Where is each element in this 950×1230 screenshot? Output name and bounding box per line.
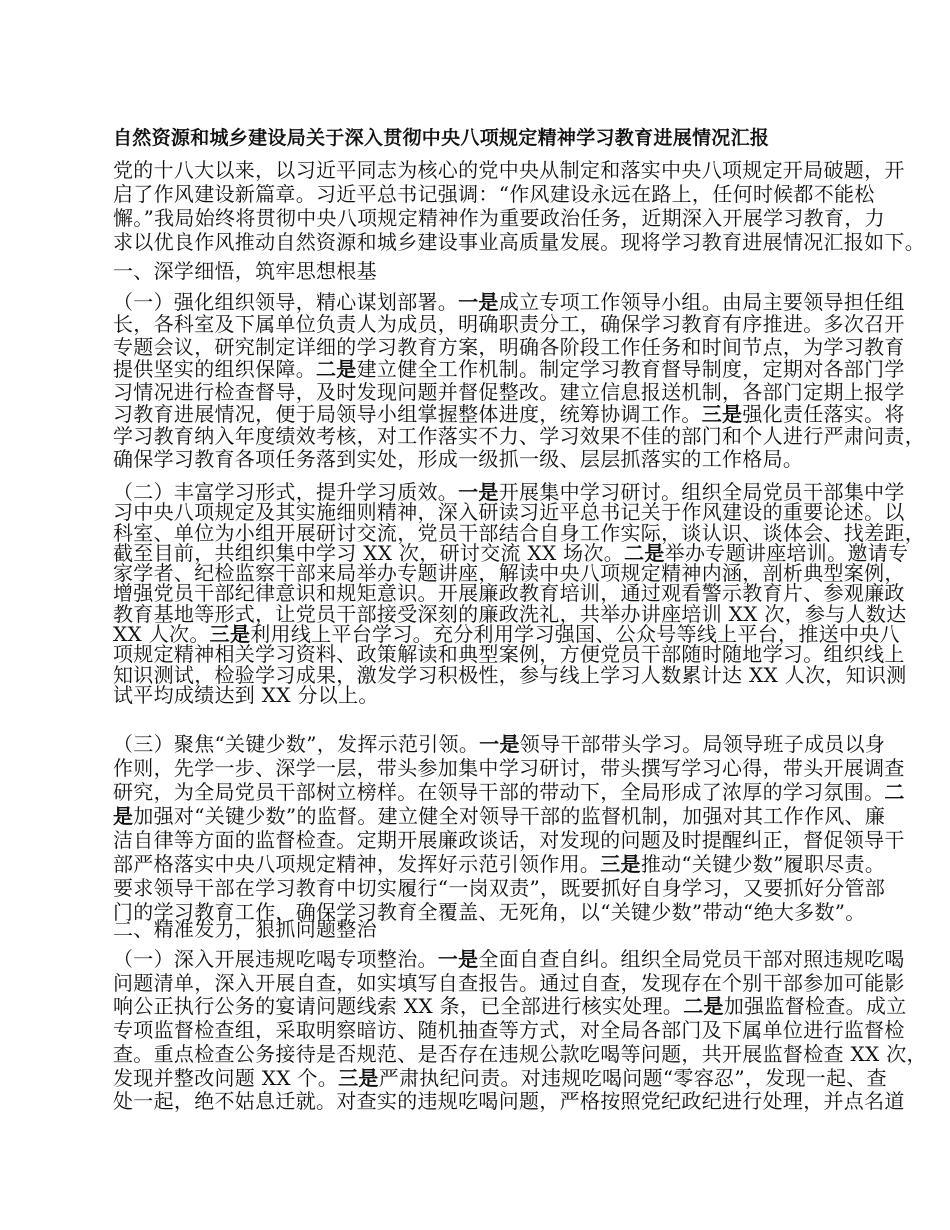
text-line: [113, 642, 925, 667]
text-run: 查。重点检查公务接待是否规范、是否存在违规公款吃喝等问题，共开展监督检查 XX 次，: [113, 1041, 927, 1066]
text-line: [113, 259, 377, 283]
text-run: 开展集中学习研讨。组织全局党员干部集中学: [498, 480, 905, 504]
text-line: [113, 313, 925, 335]
text-line: [113, 336, 925, 358]
text-line: [113, 482, 925, 502]
text-run: 确保学习教育各项任务落到实处，形成一级抓一级、层层抓落实的工作格局。: [113, 446, 804, 471]
paragraph: [113, 482, 925, 705]
text-line: [113, 520, 925, 545]
text-line: [113, 1067, 927, 1091]
text-run: 处一起，绝不姑息迁就。对查实的违规吃喝问题，严格按照党纪政纪进行处理，并点名道: [113, 1089, 905, 1114]
text-line: [113, 948, 927, 972]
text-run: 截至目前，共组织集中学习 XX 次，研讨交流 XX 场次。: [113, 540, 625, 565]
text-run: 家学者、纪检监察干部来局举办专题讲座，解读中央八项规定精神内涵，剖析典型案例，: [113, 561, 905, 586]
text-run: 要求领导干部在学习教育中切实履行“一岗双责”，既要抓好自身学习，又要抓好分管部: [113, 876, 886, 900]
text-run: 党的十八大以来，以习近平同志为核心的党中央从制定和落实中央八项规定开局破题，开: [113, 158, 905, 182]
text-run: 强化责任落实。将: [742, 402, 905, 427]
text-line: [113, 581, 925, 606]
text-run: 长，各科室及下属单位负责人为成员，明确职责分工，确保学习教育有序推进。多次召开: [113, 312, 905, 337]
text-run: 习中央八项规定及其实施细则精神，深入研读习近平总书记关于作风建设的重要论述。以: [113, 500, 905, 525]
text-run: 增强党员干部纪律意识和规矩意识。开展廉政教育培训，通过观看警示教育片、参观廉政: [113, 581, 905, 606]
text-line: [113, 780, 905, 804]
text-run: 专项监督检查组，采取明察暗访、随机抽查等方式，对全局各部门及下属单位进行监督检: [113, 1018, 905, 1043]
text-line: [113, 540, 925, 565]
bold-lead: 三是: [701, 402, 743, 427]
bold-lead: 二是: [316, 357, 357, 382]
text-line: [113, 381, 925, 403]
text-run: 一、深学细悟，筑牢思想根基: [113, 259, 377, 283]
text-run: 习教育进展情况，便于局领导小组掌握整体进度，统筹协调工作。: [113, 402, 702, 427]
text-line: [113, 425, 925, 447]
text-run: 问题清单，深入开展自查，如实填写自查报告。通过自查，发现存在个别干部参加可能影: [113, 970, 905, 995]
text-run: 教育基地等形式，让党员干部接受深刻的廉政洗礼，共举办讲座培训 XX 次，参与人数达: [113, 601, 907, 626]
text-run: 专题会议，研究制定详细的学习教育方案，明确各阶段工作任务和时间节点，为学习教育: [113, 334, 905, 359]
text-line: [113, 622, 925, 647]
text-line: [113, 230, 925, 254]
text-line: [113, 662, 925, 687]
text-line: [113, 358, 925, 380]
text-line: [113, 158, 925, 182]
text-line: [113, 732, 905, 756]
text-run: 研究，为全局党员干部树立榜样。在领导干部的带动下，全局形成了浓厚的学习氛围。: [113, 780, 885, 804]
text-run: 全面自查自纠。组织全局党员干部对照违规吃喝: [478, 947, 905, 971]
text-line: [113, 756, 905, 780]
text-run: （一）深入开展违规吃喝专项整治。: [113, 947, 438, 971]
text-run: 科室、单位为小组开展研讨交流，党员干部结合自身工作实际，谈认识、谈体会、找差距，: [113, 520, 925, 545]
text-line: [113, 1090, 927, 1114]
text-run: 举办专题讲座培训。邀请专: [664, 540, 909, 565]
text-line: [113, 291, 925, 313]
text-line: [113, 804, 905, 828]
bold-lead: 一是: [458, 290, 499, 314]
text-run: 习情况进行检查督导，及时发现问题并督促整改。建立信息报送机制，各部门定期上报学: [113, 379, 905, 404]
text-run: 领导干部带头学习。局领导班子成员以身: [519, 732, 886, 756]
text-run: 洁自律等方面的监督检查。定期开展廉政谈话，对发现的问题及时提醒纠正，督促领导干: [113, 828, 905, 852]
text-line: [113, 1019, 927, 1043]
text-run: 门的学习教育工作，确保学习教育全覆盖、无死角，以“关键少数”带动“绝大多数”。: [113, 900, 866, 924]
text-run: （二）丰富学习形式，提升学习质效。: [113, 480, 459, 504]
text-run: 项规定精神相关学习资料、政策解读和典型案例，方便党员干部随时随地学习。组织线上: [113, 642, 905, 667]
paragraph: [113, 732, 905, 924]
text-run: 作则，先学一步、深学一层，带头参加集中学习研讨，带头撰写学习心得，带头开展调查: [113, 756, 905, 780]
text-line: [113, 500, 925, 525]
bold-lead: 一是: [479, 732, 520, 756]
text-line: [113, 206, 925, 230]
bold-lead: 三是: [600, 852, 641, 876]
text-line: [113, 917, 377, 941]
text-run: 加强对“关键少数”的监督。建立健全对领导干部的监督机制，加强对其工作作风、廉: [133, 804, 886, 828]
bold-lead: 三是: [338, 1065, 379, 1090]
text-run: （三）聚焦“关键少数”，发挥示范引领。: [113, 732, 480, 756]
bold-lead: 是: [113, 804, 134, 828]
text-run: 发现并整改问题 XX 个。: [113, 1065, 339, 1090]
bold-lead: 二是: [683, 994, 724, 1019]
text-line: [113, 403, 925, 425]
document-title: 自然资源和城乡建设局关于深入贯彻中央八项规定精神学习教育进展情况汇报: [113, 127, 770, 149]
text-run: 提供坚实的组织保障。: [113, 357, 316, 382]
text-line: [113, 876, 905, 900]
bold-lead: 一是: [437, 947, 479, 971]
text-run: 推动“关键少数”履职尽责。: [640, 852, 886, 876]
text-run: 启了作风建设新篇章。习近平总书记强调：“作风建设永远在路上，任何时候都不能松: [113, 182, 875, 206]
text-line: [113, 995, 927, 1019]
text-line: [113, 828, 905, 852]
text-run: 知识测试，检验学习成果，激发学习积极性，参与线上学习人数累计达 XX 人次，知识测: [113, 662, 907, 687]
text-run: 试平均成绩达到 XX 分以上。: [113, 682, 379, 707]
text-run: 加强监督检查。成立: [723, 994, 907, 1019]
text-line: [113, 182, 925, 206]
text-run: 成立专项工作领导小组。由局主要领导担任组: [498, 290, 905, 314]
text-line: [113, 561, 925, 586]
section-heading: [113, 259, 377, 283]
text-line: [113, 1043, 927, 1067]
text-run: 懈。”我局始终将贯彻中央八项规定精神作为重要政治任务，近期深入开展学习教育，力: [113, 206, 885, 230]
bold-lead: 三是: [209, 622, 251, 647]
text-line: [113, 448, 925, 470]
text-line: [113, 852, 905, 876]
text-line: [113, 682, 925, 707]
bold-lead: 二是: [624, 540, 665, 565]
text-run: 严肃执纪问责。对违规吃喝问题“零容忍”，发现一起、查: [378, 1065, 887, 1090]
text-run: 部严格落实中央八项规定精神，发挥好示范引领作用。: [113, 852, 601, 876]
paragraph: [113, 158, 925, 254]
text-run: 响公正执行公务的宴请问题线索 XX 条，已全部进行核实处理。: [113, 994, 684, 1019]
bold-lead: 二: [884, 780, 905, 804]
section-heading: [113, 917, 377, 941]
text-run: 学习教育纳入年度绩效考核，对工作落实不力、学习效果不佳的部门和个人进行严肃问责，: [113, 424, 925, 449]
text-line: [113, 601, 925, 626]
text-run: 利用线上平台学习。充分利用学习强国、公众号等线上平台，推送中央八: [250, 622, 900, 647]
paragraph: [113, 948, 927, 1114]
bold-lead: 一是: [458, 480, 499, 504]
text-run: 建立健全工作机制。制定学习教育督导制度，定期对各部门学: [356, 357, 905, 382]
text-line: [113, 972, 927, 996]
paragraph: [113, 291, 925, 470]
text-run: 求以优良作风推动自然资源和城乡建设事业高质量发展。现将学习教育进展情况汇报如下。: [113, 230, 925, 254]
text-run: XX 人次。: [113, 622, 210, 647]
text-run: （一）强化组织领导，精心谋划部署。: [113, 290, 459, 314]
text-run: 二、精准发力，狠抓问题整治: [113, 917, 377, 941]
